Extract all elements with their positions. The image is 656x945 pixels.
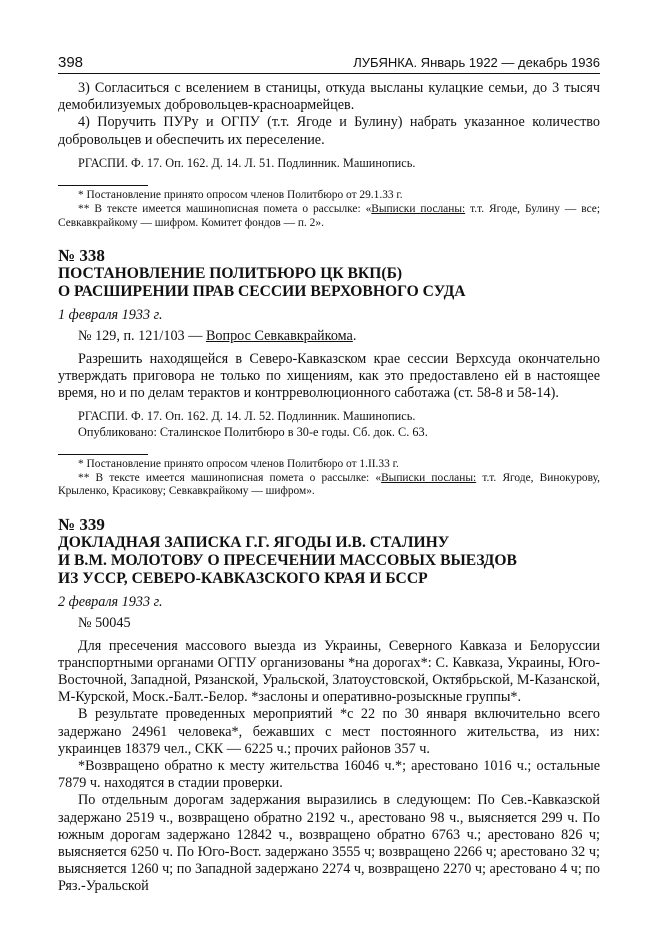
document-reference: № 50045	[78, 614, 131, 631]
book-page	[58, 54, 600, 896]
resolution-item-3: 3) Согласиться с вселением в станицы, откуда высланы кулацкие семьи, до 3 тысяч демобилизуемых добровольцев-красноармейцев.	[58, 80, 600, 114]
footnote: * Постановление принято опросом членов Политбюро от 1.II.33 г.	[78, 458, 399, 471]
document-body: Разрешить находящейся в Северо-Кавказском крае сессии Верхсуда окончательно утверждать приговора не только по хищениям, как это предоставлено ей в настоящее время, но и по делам терактов и контрреволюционного саботажа (ст. 58-8 и 58-14).	[58, 350, 600, 401]
publication-note: Опубликовано: Сталинское Политбюро в 30-е годы. Сб. док. С. 63.	[78, 424, 428, 439]
resolution-item-4: 4) Поручить ПУРу и ОГПУ (т.т. Ягоде и Булину) набрать указанное количество добровольцев и обеспечить их переселение.	[58, 114, 600, 148]
archive-source: РГАСПИ. Ф. 17. Оп. 162. Д. 14. Л. 52. Подлинник. Машинопись.	[78, 409, 416, 424]
document-number: № 338	[58, 246, 105, 266]
document-paragraph: Для пресечения массового выезда из Украины, Северного Кавказа и Белоруссии транспортными органами ОГПУ организованы *на дорогах*: С. Кавказа, Украины, Юго-Восточной, Западной, Рязанской, Уральской, Златоустовской, Октябрьской, М-Казанской, М-Курской, Моск.-Балт.-Белор. *заслоны и оперативно-розыскные группы*.	[58, 637, 600, 706]
document-title: ПОСТАНОВЛЕНИЕ ПОЛИТБЮРО ЦК ВКП(Б) О РАСШИРЕНИИ ПРАВ СЕССИИ ВЕРХОВНОГО СУДА	[58, 265, 466, 301]
document-paragraph: По отдельным дорогам задержания выразились в следующем: По Сев.-Кавказской задержано 2519 ч., возвращено обратно 2192 ч., арестовано 98 ч., выясняется 299 ч. По южным дорогам задержано 12842 ч., возвращено обратно 6763 ч.; арестовано 826 ч; выясняется 6250 ч. По Юго-Вост. задержано 3555 ч; возвращено 2266 ч; арестовано 32 ч; выясняется 1260 ч; по Западной задержано 2274 ч, возвращено 2270 ч; арестовано 4 ч; по Ряз.-Уральской	[58, 792, 600, 895]
footnote: ** В тексте имеется машинописная помета о рассылке: «Выписки посланы: т.т. Ягоде, Булину — все; Севкавкрайкому — шифром. Комитет фондов — п. 2».	[58, 202, 600, 229]
footnote-rule	[58, 185, 148, 186]
document-date: 2 февраля 1933 г.	[58, 593, 163, 610]
footnote: * Постановление принято опросом членов Политбюро от 29.1.33 г.	[78, 189, 403, 202]
page-number: 398	[58, 54, 84, 71]
document-title: ДОКЛАДНАЯ ЗАПИСКА Г.Г. ЯГОДЫ И.В. СТАЛИНУ И В.М. МОЛОТОВУ О ПРЕСЕЧЕНИИ МАССОВЫХ ВЫЕЗДОВ ИЗ УССР, СЕВЕРО-КАВКАЗСКОГО КРАЯ И БССР	[58, 533, 517, 588]
document-paragraph: В результате проведенных мероприятий *с 22 по 30 января включительно всего задержано 24961 человека*, бежавших с мест постоянного жительства, из них: украинцев 18379 чел., СКК — 6225 ч.; прочих районов 357 ч.	[58, 706, 600, 757]
footnote: ** В тексте имеется машинописная помета о рассылке: «Выписки посланы: т.т. Ягоде, Винокурову, Крыленко, Красикову; Севкавкрайкому — шифром».	[58, 471, 600, 498]
document-number: № 339	[58, 514, 105, 534]
document-paragraph: *Возвращено обратно к месту жительства 16046 ч.*; арестовано 1016 ч.; остальные 7879 ч. находятся в стадии проверки.	[58, 757, 600, 792]
document-reference: № 129, п. 121/103 — Вопрос Севкавкрайкома.	[78, 327, 357, 344]
archive-source: РГАСПИ. Ф. 17. Оп. 162. Д. 14. Л. 51. Подлинник. Машинопись.	[78, 155, 416, 170]
running-title: ЛУБЯНКА. Январь 1922 — декабрь 1936	[353, 55, 600, 70]
document-date: 1 февраля 1933 г.	[58, 306, 163, 323]
footnote-rule	[58, 454, 148, 455]
running-head	[58, 54, 600, 74]
